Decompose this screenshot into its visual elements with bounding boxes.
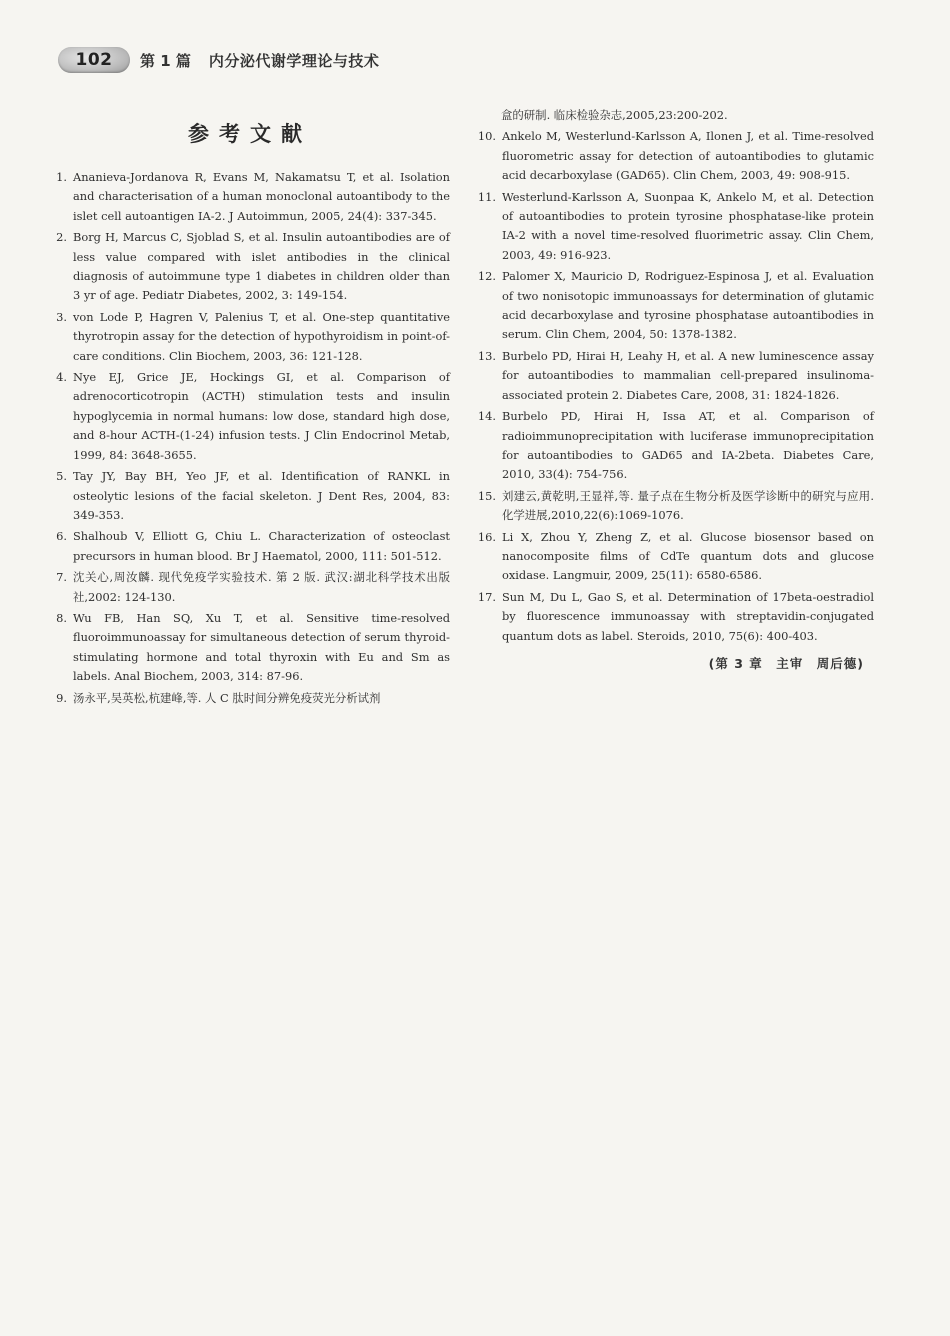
running-header [58, 46, 379, 74]
reference-item [50, 228, 450, 306]
reference-number: 15. [477, 488, 496, 503]
reference-number: 4. [56, 370, 67, 385]
reference-item [472, 528, 874, 586]
reference-text: Tay JY, Bay BH, Yeo JF, et al. Identification of RANKL in osteolytic lesions of the facial skeleton. J Dent Res, 2004, 83: 349-353. [73, 469, 450, 522]
reference-text: Borg H, Marcus C, Sjoblad S, et al. Insulin autoantibodies are of less value compared with islet antibodies in the clinical diagnosis of autoimmune type 1 diabetes in children older than 3 yr of age. Pediatr Diabetes, 2002, 3: 149-154. [73, 230, 450, 303]
references-left-column [50, 168, 450, 710]
reference-item [472, 127, 874, 185]
reference-text: 汤永平,吴英松,杭建峰,等. 人 C 肽时间分辨免疫荧光分析试剂 [73, 690, 381, 705]
references-right-column [472, 106, 874, 673]
page-number-badge: 102 [58, 47, 130, 73]
reference-number: 3. [56, 309, 67, 324]
reference-number: 7. [56, 570, 67, 585]
reference-text: Nye EJ, Grice JE, Hockings GI, et al. Comparison of adrenocorticotropin (ACTH) stimulation tests and insulin hypoglycemia in normal humans: low dose, standard high dose, and 8-hour ACTH-(1-24) infusion tests. J Clin Endocrinol Metab, 1999, 84: 3648-3655. [73, 370, 450, 462]
reference-text: Ananieva-Jordanova R, Evans M, Nakamatsu T, et al. Isolation and characterisation of a human monoclonal autoantibody to the islet cell autoantigen IA-2. J Autoimmun, 2005, 24(4): 337-345. [73, 170, 450, 223]
reference-item [50, 527, 450, 566]
reference-item [50, 467, 450, 525]
reference-number: 12. [477, 269, 496, 284]
reference-item [50, 689, 450, 708]
reference-text: Westerlund-Karlsson A, Suonpaa K, Ankelo M, et al. Detection of autoantibodies to protein tyrosine phosphatase-like protein IA-2 with a novel time-resolved fluorimetric assay. Clin Chem, 2003, 49: 916-923. [502, 189, 874, 262]
reference-text: Ankelo M, Westerlund-Karlsson A, Ilonen J, et al. Time-resolved fluorometric assay for detection of autoantibodies to glutamic acid decarboxylase (GAD65). Clin Chem, 2003, 49: 908-915. [502, 129, 874, 183]
reference-number: 13. [477, 348, 496, 363]
reference-number: 2. [56, 230, 67, 245]
part-label: 第 1 篇 [140, 51, 191, 70]
reference-text: 刘建云,黄乾明,王显祥,等. 量子点在生物分析及医学诊断中的研究与应用. 化学进展,2010,22(6):1069-1076. [502, 488, 874, 523]
part-title: 内分泌代谢学理论与技术 [208, 51, 380, 70]
reference-item [472, 188, 874, 266]
reference-item [472, 407, 874, 485]
reference-item [472, 487, 874, 526]
reference-number: 1. [56, 170, 67, 184]
reference-number: 14. [477, 409, 496, 424]
reference-text: Li X, Zhou Y, Zheng Z, et al. Glucose biosensor based on nanocomposite films of CdTe quantum dots and glucose oxidase. Langmuir, 2009, 25(11): 6580-6586. [502, 529, 874, 583]
chapter-signature: (第 3 章 主审 周后德) [708, 655, 864, 671]
reference-number: 9. [56, 690, 67, 705]
reference-item [50, 609, 450, 687]
reference-text: 沈关心,周汝麟. 现代免疫学实验技术. 第 2 版. 武汉:湖北科学技术出版社,2002: 124-130. [73, 570, 450, 604]
reference-text: Wu FB, Han SQ, Xu T, et al. Sensitive time-resolved fluoroimmunoassay for simultaneous detection of serum thyroid-stimulating hormone and total thyroxin with Eu and Sm as labels. Anal Biochem, 2003, 314: 87-96. [73, 610, 450, 684]
section-title: 参考文献 [188, 122, 312, 146]
reference-text: von Lode P, Hagren V, Palenius T, et al. One-step quantitative thyrotropin assay for the detection of hypothyroidism in point-of-care conditions. Clin Biochem, 2003, 36: 121-128. [73, 309, 450, 363]
reference-number: 8. [56, 610, 67, 625]
reference-item [472, 347, 874, 405]
reference-number: 5. [56, 469, 67, 484]
reference-text: Shalhoub V, Elliott G, Chiu L. Characterization of osteoclast precursors in human blood. Br J Haematol, 2000, 111: 501-512. [73, 529, 450, 563]
reference-item [50, 168, 450, 226]
reference-number: 6. [56, 529, 67, 544]
reference-item [472, 267, 874, 345]
reference-item [50, 568, 450, 607]
reference-number: 10. [477, 129, 496, 144]
reference-continuation: 盒的研制. 临床检验杂志,2005,23:200-202. [501, 108, 728, 122]
reference-text: Palomer X, Mauricio D, Rodriguez-Espinosa J, et al. Evaluation of two nonisotopic immunoassays for determination of glutamic acid decarboxylase and tyrosine phosphatase autoantibodies in serum. Clin Chem, 2004, 50: 1378-1382. [502, 269, 874, 342]
reference-item [50, 368, 450, 465]
reference-item [50, 308, 450, 366]
reference-number: 17. [477, 589, 496, 604]
reference-number: 11. [477, 189, 496, 204]
reference-text: Sun M, Du L, Gao S, et al. Determination of 17beta-oestradiol by fluorescence immunoassay with streptavidin-conjugated quantum dots as label. Steroids, 2010, 75(6): 400-403. [502, 589, 874, 643]
reference-number: 16. [477, 529, 496, 544]
reference-text: Burbelo PD, Hirai H, Leahy H, et al. A new luminescence assay for autoantibodies to mammalian cell-prepared insulinoma-associated protein 2. Diabetes Care, 2008, 31: 1824-1826. [502, 348, 874, 402]
reference-item [472, 588, 874, 646]
reference-text: Burbelo PD, Hirai H, Issa AT, et al. Comparison of radioimmunoprecipitation with luciferase immunoprecipitation for autoantibodies to GAD65 and IA-2beta. Diabetes Care, 2010, 33(4): 754-756. [502, 409, 874, 482]
